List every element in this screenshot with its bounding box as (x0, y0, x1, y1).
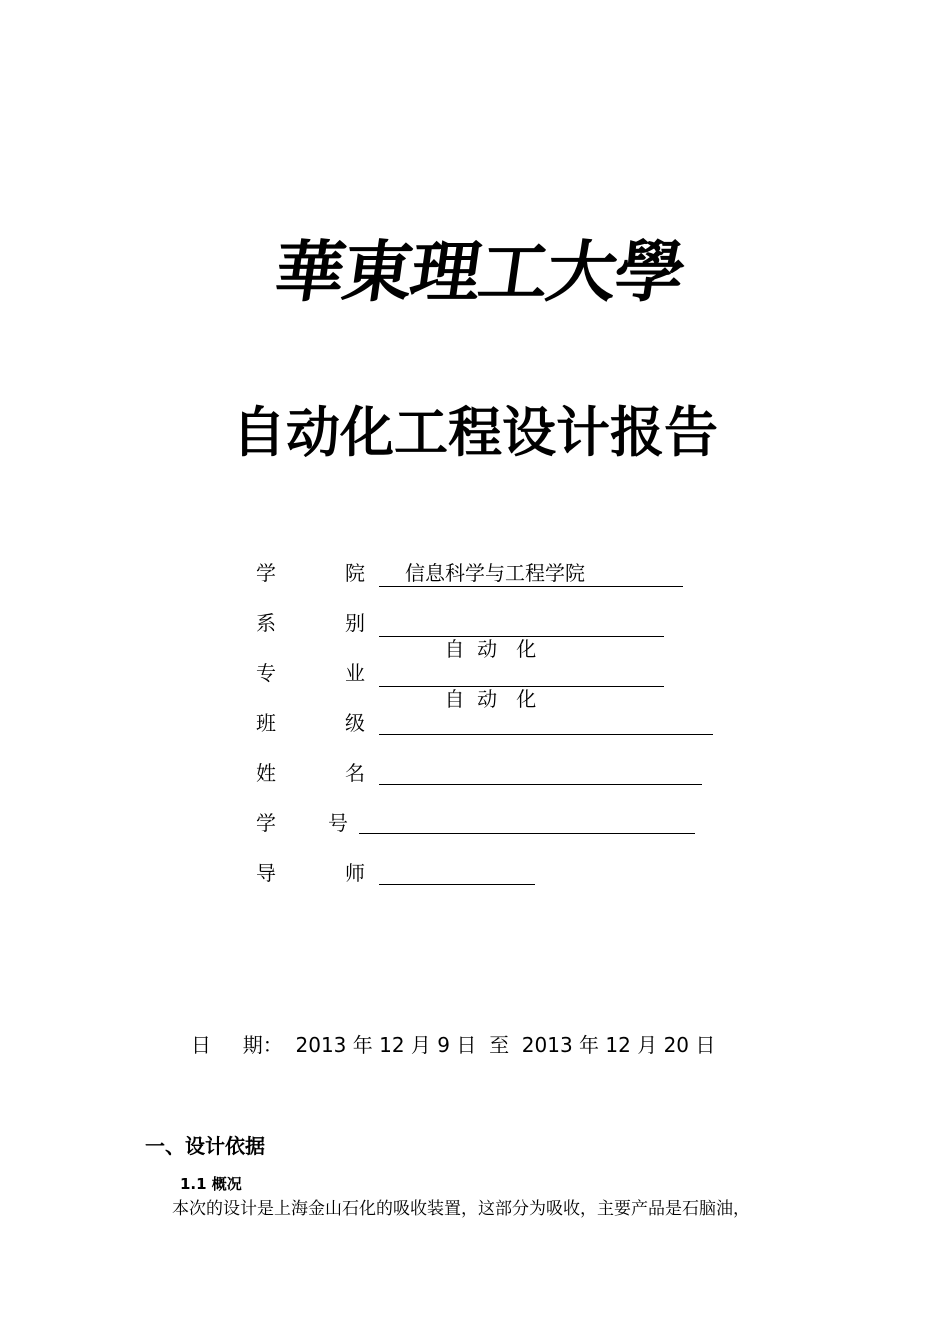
field-label-department-b: 别 (345, 611, 365, 635)
field-value-name[interactable] (379, 758, 702, 785)
field-label-name-b: 名 (345, 761, 365, 785)
report-title: 自动化工程设计报告 (232, 401, 718, 464)
field-label-major-a: 专 (256, 661, 276, 685)
field-value-college[interactable] (379, 560, 683, 587)
field-label-college-a: 学 (256, 561, 276, 585)
field-label-name-a: 姓 (256, 761, 276, 785)
date-range: 日 期： 2013 年 12 月 9 日 至 2013 年 12 月 20 日 (191, 1033, 716, 1057)
field-label-advisor-b: 师 (345, 861, 365, 885)
field-label-class-a: 班 (256, 711, 276, 735)
field-value-class[interactable] (379, 708, 713, 735)
field-label-department-a: 系 (256, 611, 276, 635)
logo-char: 學 (609, 232, 689, 311)
field-value-major-text: 自 动 化 (444, 687, 537, 711)
logo-char: 華 (269, 232, 349, 311)
field-value-student-id[interactable] (359, 807, 695, 834)
field-label-student-id-a: 学 (256, 811, 276, 835)
university-logo (269, 228, 689, 316)
field-value-college-text: 信息科学与工程学院 (405, 561, 585, 585)
field-value-department-text: 自 动 化 (444, 637, 537, 661)
field-value-department[interactable] (379, 610, 664, 661)
logo-char: 大 (541, 232, 621, 311)
field-value-advisor[interactable] (379, 858, 535, 885)
section-heading: 一、设计依据 (145, 1134, 265, 1158)
field-label-student-id-b: 号 (328, 811, 348, 835)
logo-char: 東 (337, 232, 417, 311)
field-label-class-b: 级 (345, 711, 365, 735)
field-label-advisor-a: 导 (256, 861, 276, 885)
field-label-major-b: 业 (345, 661, 365, 685)
logo-char: 工 (473, 232, 553, 311)
body-paragraph: 本次的设计是上海金山石化的吸收装置，这部分为吸收，主要产品是石脑油， (172, 1199, 750, 1219)
field-label-college-b: 院 (345, 561, 365, 585)
subsection-heading: 1.1 概况 (180, 1175, 242, 1193)
field-value-major[interactable] (379, 660, 664, 711)
logo-char: 理 (405, 232, 485, 311)
